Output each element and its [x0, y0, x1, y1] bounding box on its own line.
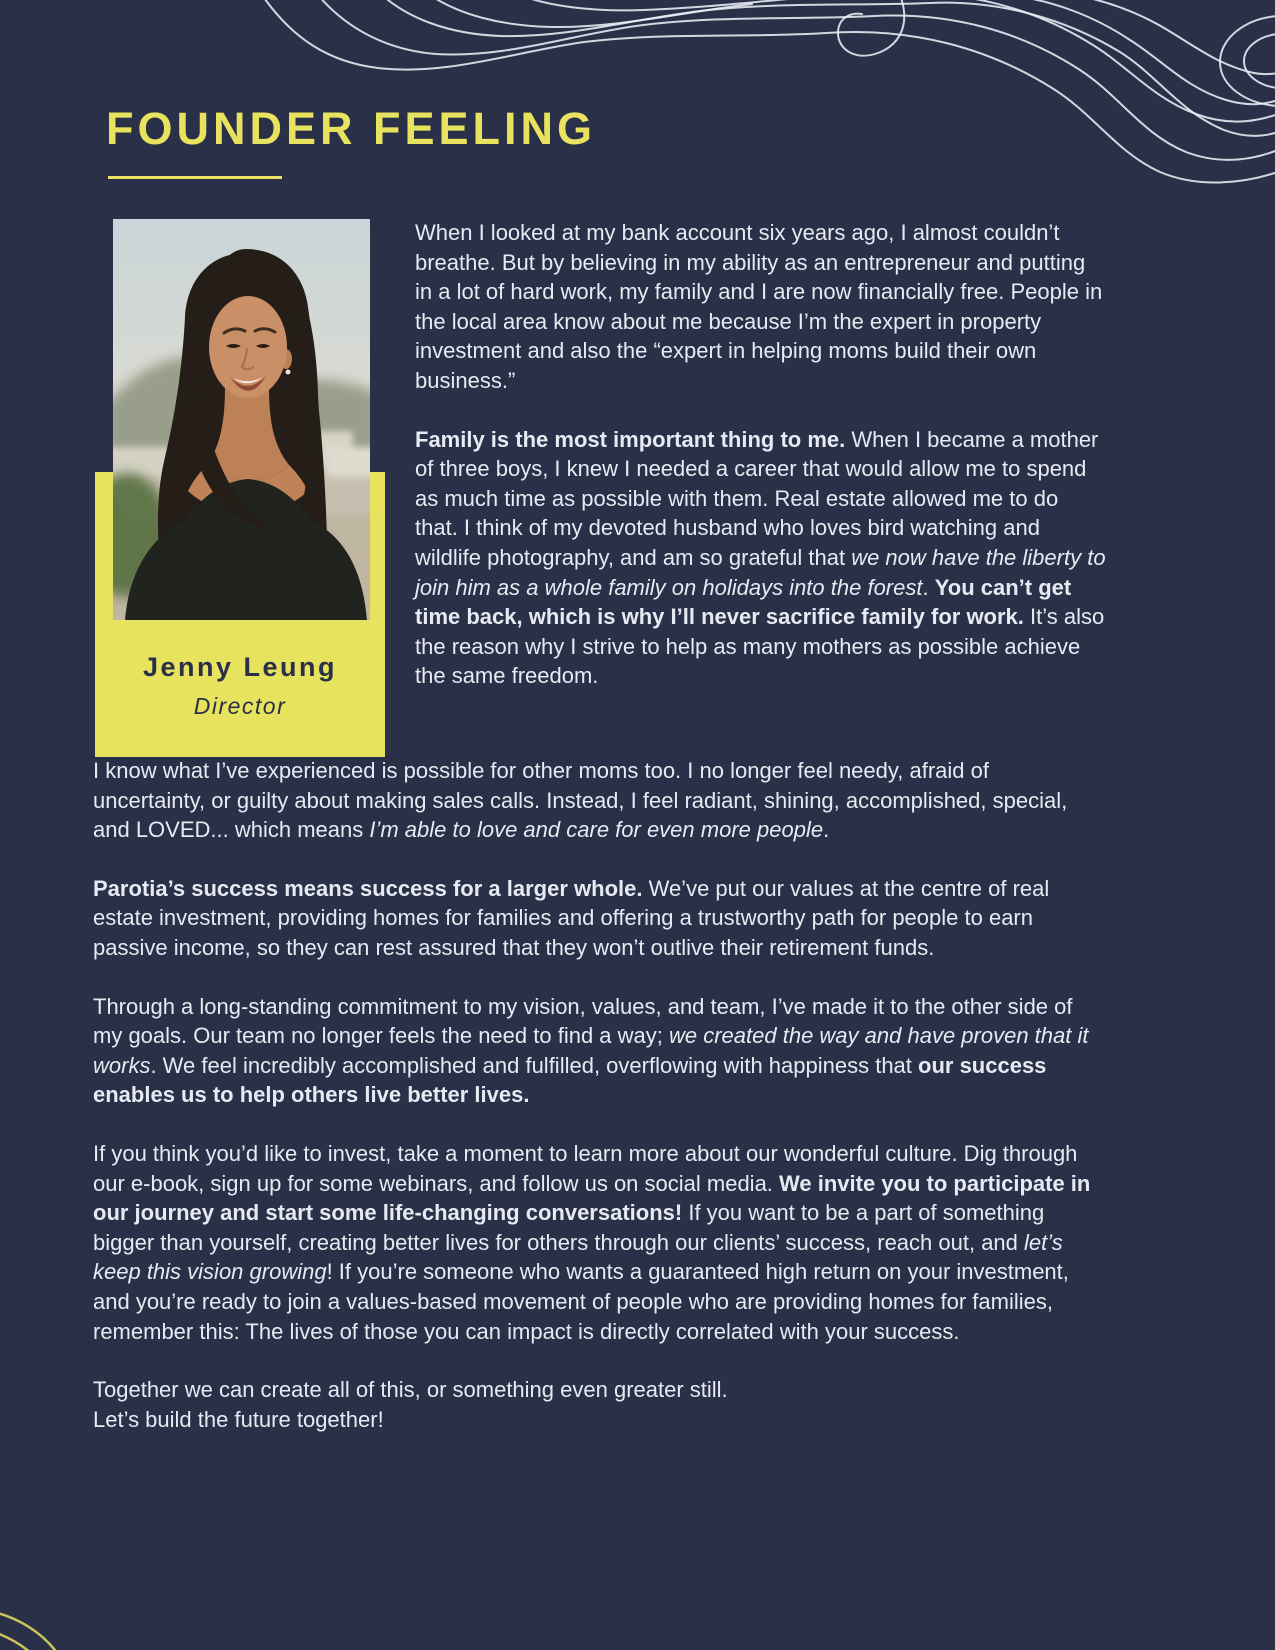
article-body [93, 756, 1107, 1463]
page-title: FOUNDER FEELING [106, 103, 597, 154]
intro-paragraph-2: Family is the most important thing to me. When I became a mother of three boys, I knew I needed a career that would allow me to spend as much time as possible with them. Real estate allowed me to do that. I think of my devoted husband who loves bird watching and wildlife photography, and am so grateful that we now have the liberty to join him as a whole family on holidays into the forest. You can’t get time back, which is why I’ll never sacrifice family for work. It’s also the reason why I strive to help as many mothers as possible achieve the same freedom. [415, 426, 1106, 689]
founder-portrait-illustration [113, 219, 370, 620]
profile-name: Jenny Leung [142, 652, 338, 682]
body-paragraph-3: Through a long-standing commitment to my vision, values, and team, I’ve made it to the other side of my goals. Our team no longer feels the need to find a way; we created the way and have proven that it works. We feel incredibly accomplished and fulfilled, overflowing with happiness that our success enables us to help others live better lives. [93, 993, 1089, 1108]
bottom-left-accent-decoration [0, 1590, 90, 1650]
body-paragraph-2: Parotia’s success means success for a larger whole. We’ve put our values at the centre of real estate investment, providing homes for families and offering a trustworthy path for people to earn passive income, so they can rest assured that they won’t outlive their retirement funds. [93, 875, 1050, 960]
body-paragraph-1: I know what I’ve experienced is possible for other moms too. I no longer feel needy, afraid of uncertainty, or guilty about making sales calls. Instead, I feel radiant, shining, accomplished, special, and LOVED... which means I’m able to love and care for even more people. [93, 758, 1068, 843]
intro-text-column [415, 218, 1107, 720]
founder-photo [113, 219, 370, 620]
body-paragraph-4: If you think you’d like to invest, take a moment to learn more about our wonderful culture. Dig through our e-book, sign up for some webinars, and follow us on social media. We invite you to participate in our journey and start some life-changing conversations! If you want to be a part of something bigger than yourself, creating better lives for others through our clients’ success, reach out, and let’s keep this vision growing! If you’re someone who wants a guaranteed high return on your investment, and you’re ready to join a values-based movement of people who are providing homes for families, remember this: The lives of those you can impact is directly correlated with your success. [93, 1140, 1091, 1344]
body-paragraph-5: Together we can create all of this, or something even greater still. Let’s build the future together! [93, 1377, 728, 1432]
intro-paragraph-1: When I looked at my bank account six years ago, I almost couldn’t breathe. But by believing in my ability as an entrepreneur and putting in a lot of hard work, my family and I are now financially free. People in the local area know about me because I’m the expert in property investment and also the “expert in helping moms build their own business.” [415, 220, 1103, 393]
profile-role: Director [193, 693, 287, 719]
title-underline-decoration [108, 176, 282, 179]
